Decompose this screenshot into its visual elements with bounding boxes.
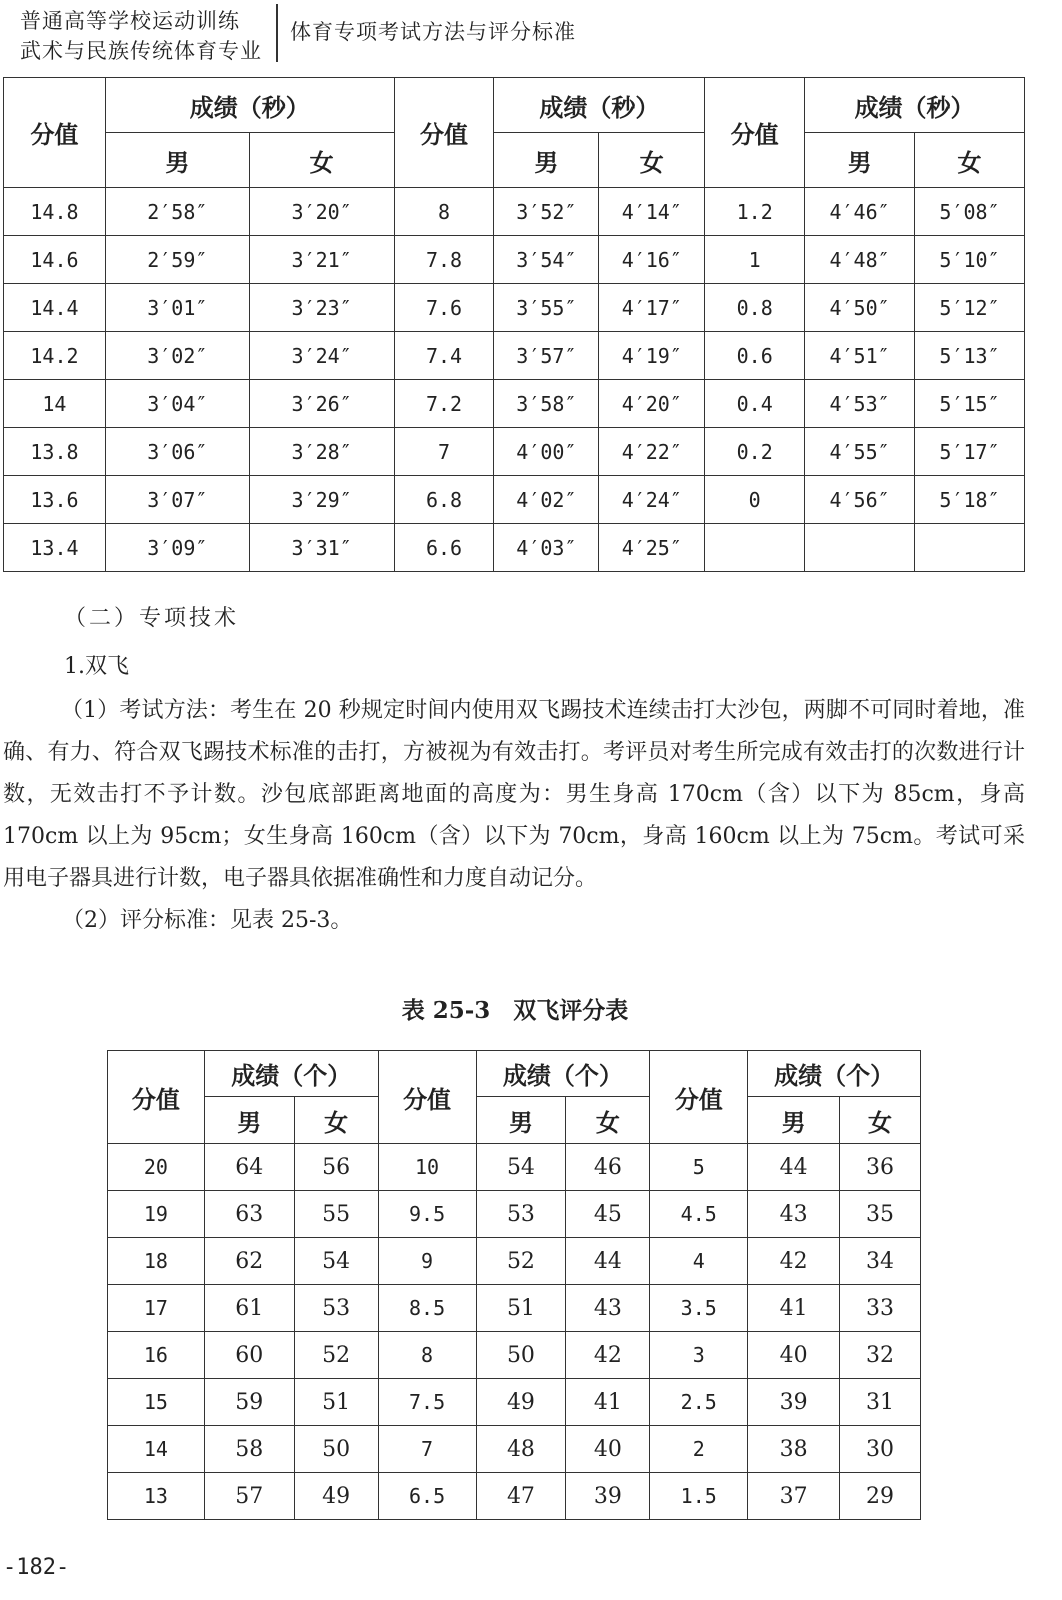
score-cell: 7 [394, 428, 494, 476]
score-cell: 15 [108, 1379, 205, 1426]
result-cell: 4′14″ [599, 188, 705, 236]
result-cell: 42 [748, 1238, 840, 1285]
score-cell: 6.5 [378, 1473, 476, 1520]
score-cell: 16 [108, 1332, 205, 1379]
result-cell: 32 [840, 1332, 921, 1379]
result-cell: 4′20″ [599, 380, 705, 428]
result-cell: 2′58″ [105, 188, 249, 236]
header-group: 成绩（秒） [494, 78, 705, 133]
result-cell: 3′26″ [249, 380, 394, 428]
result-cell: 4′16″ [599, 236, 705, 284]
page-number: -182- [3, 1555, 70, 1580]
result-cell: 3′01″ [105, 284, 249, 332]
result-cell: 5′13″ [915, 332, 1025, 380]
score-cell: 0.8 [705, 284, 805, 332]
header-group: 成绩（秒） [105, 78, 394, 133]
table-row [108, 1473, 921, 1520]
score-cell: 14 [4, 380, 106, 428]
result-cell: 3′07″ [105, 476, 249, 524]
result-cell: 54 [476, 1144, 566, 1191]
result-cell: 54 [294, 1238, 378, 1285]
result-cell: 3′20″ [249, 188, 394, 236]
result-cell: 3′57″ [494, 332, 599, 380]
result-cell: 59 [204, 1379, 294, 1426]
result-cell: 43 [748, 1191, 840, 1238]
score-cell: 7 [378, 1426, 476, 1473]
header-left [20, 6, 272, 66]
score-table-count [107, 1050, 921, 1520]
result-cell: 3′02″ [105, 332, 249, 380]
result-cell: 46 [566, 1144, 650, 1191]
score-cell: 4 [650, 1238, 748, 1285]
score-cell: 9.5 [378, 1191, 476, 1238]
table-row [4, 284, 1025, 332]
result-cell: 61 [204, 1285, 294, 1332]
header-female: 女 [915, 133, 1025, 188]
score-cell: 6.6 [394, 524, 494, 572]
score-cell: 14.4 [4, 284, 106, 332]
score-cell: 1.5 [650, 1473, 748, 1520]
result-cell: 4′19″ [599, 332, 705, 380]
score-cell: 0.6 [705, 332, 805, 380]
header-male: 男 [204, 1097, 294, 1144]
score-cell: 3.5 [650, 1285, 748, 1332]
score-cell: 1 [705, 236, 805, 284]
header-group: 成绩（个） [748, 1051, 921, 1097]
score-cell: 14.2 [4, 332, 106, 380]
result-cell: 4′02″ [494, 476, 599, 524]
result-cell [915, 524, 1025, 572]
header-score: 分值 [705, 78, 805, 188]
result-cell [805, 524, 915, 572]
header-male: 男 [494, 133, 599, 188]
table-row [108, 1191, 921, 1238]
header-score: 分值 [650, 1051, 748, 1144]
result-cell: 4′24″ [599, 476, 705, 524]
score-cell: 19 [108, 1191, 205, 1238]
header-male: 男 [476, 1097, 566, 1144]
score-table-seconds [3, 77, 1025, 572]
header-group: 成绩（秒） [805, 78, 1025, 133]
header-score: 分值 [4, 78, 106, 188]
result-cell: 3′55″ [494, 284, 599, 332]
score-cell: 7.4 [394, 332, 494, 380]
result-cell: 3′06″ [105, 428, 249, 476]
header-female: 女 [249, 133, 394, 188]
table-row [108, 1426, 921, 1473]
header-score: 分值 [394, 78, 494, 188]
result-cell: 3′09″ [105, 524, 249, 572]
result-cell: 60 [204, 1332, 294, 1379]
result-cell: 4′00″ [494, 428, 599, 476]
result-cell: 4′55″ [805, 428, 915, 476]
result-cell: 44 [748, 1144, 840, 1191]
result-cell: 3′58″ [494, 380, 599, 428]
score-cell: 13.8 [4, 428, 106, 476]
result-cell: 4′25″ [599, 524, 705, 572]
result-cell: 50 [476, 1332, 566, 1379]
score-cell: 14.8 [4, 188, 106, 236]
score-cell: 1.2 [705, 188, 805, 236]
result-cell: 39 [566, 1473, 650, 1520]
result-cell: 35 [840, 1191, 921, 1238]
result-cell: 58 [204, 1426, 294, 1473]
result-cell: 53 [294, 1285, 378, 1332]
result-cell: 56 [294, 1144, 378, 1191]
header-group: 成绩（个） [204, 1051, 378, 1097]
header-left-line1: 普通高等学校运动训练 [20, 9, 240, 33]
result-cell: 3′28″ [249, 428, 394, 476]
item-heading: 1.双飞 [64, 654, 129, 679]
header-male: 男 [105, 133, 249, 188]
result-cell: 34 [840, 1238, 921, 1285]
result-cell: 49 [294, 1473, 378, 1520]
result-cell: 5′18″ [915, 476, 1025, 524]
score-cell: 8.5 [378, 1285, 476, 1332]
table-row [108, 1144, 921, 1191]
section-heading: （二）专项技术 [64, 606, 240, 631]
score-cell: 5 [650, 1144, 748, 1191]
header-group: 成绩（个） [476, 1051, 650, 1097]
result-cell: 31 [840, 1379, 921, 1426]
score-cell: 6.8 [394, 476, 494, 524]
result-cell: 3′04″ [105, 380, 249, 428]
table-row [4, 188, 1025, 236]
result-cell: 36 [840, 1144, 921, 1191]
header-female: 女 [566, 1097, 650, 1144]
result-cell: 2′59″ [105, 236, 249, 284]
result-cell: 49 [476, 1379, 566, 1426]
result-cell: 4′03″ [494, 524, 599, 572]
score-cell: 14.6 [4, 236, 106, 284]
score-cell: 7.5 [378, 1379, 476, 1426]
result-cell: 40 [566, 1426, 650, 1473]
result-cell: 47 [476, 1473, 566, 1520]
result-cell: 3′54″ [494, 236, 599, 284]
header-score: 分值 [378, 1051, 476, 1144]
result-cell: 3′24″ [249, 332, 394, 380]
result-cell: 3′31″ [249, 524, 394, 572]
header-left-line2: 武术与民族传统体育专业 [20, 39, 262, 63]
score-cell: 17 [108, 1285, 205, 1332]
table-caption: 表 25-3 双飞评分表 [401, 997, 629, 1024]
score-cell: 2.5 [650, 1379, 748, 1426]
result-cell: 4′51″ [805, 332, 915, 380]
table-row [4, 236, 1025, 284]
result-cell: 5′17″ [915, 428, 1025, 476]
score-cell: 8 [394, 188, 494, 236]
table-row [108, 1379, 921, 1426]
table-row [108, 1238, 921, 1285]
result-cell: 5′15″ [915, 380, 1025, 428]
score-cell: 7.2 [394, 380, 494, 428]
score-cell: 13.4 [4, 524, 106, 572]
result-cell: 4′50″ [805, 284, 915, 332]
result-cell: 4′46″ [805, 188, 915, 236]
result-cell: 4′22″ [599, 428, 705, 476]
table-row [4, 332, 1025, 380]
result-cell: 52 [294, 1332, 378, 1379]
result-cell: 3′23″ [249, 284, 394, 332]
header-male: 男 [805, 133, 915, 188]
score-cell: 13.6 [4, 476, 106, 524]
header-female: 女 [294, 1097, 378, 1144]
result-cell: 3′52″ [494, 188, 599, 236]
score-cell: 7.8 [394, 236, 494, 284]
score-cell: 10 [378, 1144, 476, 1191]
result-cell: 39 [748, 1379, 840, 1426]
result-cell: 63 [204, 1191, 294, 1238]
result-cell: 51 [476, 1285, 566, 1332]
result-cell: 44 [566, 1238, 650, 1285]
result-cell: 57 [204, 1473, 294, 1520]
result-cell: 29 [840, 1473, 921, 1520]
score-cell: 0.4 [705, 380, 805, 428]
result-cell: 50 [294, 1426, 378, 1473]
score-cell: 14 [108, 1426, 205, 1473]
score-cell: 2 [650, 1426, 748, 1473]
score-cell: 8 [378, 1332, 476, 1379]
result-cell: 48 [476, 1426, 566, 1473]
table-row [4, 524, 1025, 572]
result-cell: 53 [476, 1191, 566, 1238]
result-cell: 4′17″ [599, 284, 705, 332]
score-cell: 7.6 [394, 284, 494, 332]
score-cell: 20 [108, 1144, 205, 1191]
header-male: 男 [748, 1097, 840, 1144]
score-cell: 0 [705, 476, 805, 524]
header-divider [276, 4, 278, 62]
result-cell: 62 [204, 1238, 294, 1285]
header-female: 女 [599, 133, 705, 188]
score-cell: 0.2 [705, 428, 805, 476]
result-cell: 51 [294, 1379, 378, 1426]
result-cell: 41 [566, 1379, 650, 1426]
table-row [108, 1285, 921, 1332]
score-cell: 4.5 [650, 1191, 748, 1238]
result-cell: 40 [748, 1332, 840, 1379]
header-female: 女 [840, 1097, 921, 1144]
header-right: 体育专项考试方法与评分标准 [290, 20, 576, 44]
result-cell: 5′12″ [915, 284, 1025, 332]
result-cell: 33 [840, 1285, 921, 1332]
result-cell: 4′48″ [805, 236, 915, 284]
result-cell: 5′10″ [915, 236, 1025, 284]
result-cell: 64 [204, 1144, 294, 1191]
score-cell: 9 [378, 1238, 476, 1285]
result-cell: 43 [566, 1285, 650, 1332]
result-cell: 38 [748, 1426, 840, 1473]
table-row [4, 428, 1025, 476]
result-cell: 41 [748, 1285, 840, 1332]
result-cell: 3′21″ [249, 236, 394, 284]
table-row [108, 1332, 921, 1379]
result-cell: 30 [840, 1426, 921, 1473]
score-cell: 3 [650, 1332, 748, 1379]
result-cell: 3′29″ [249, 476, 394, 524]
result-cell: 4′53″ [805, 380, 915, 428]
score-cell [705, 524, 805, 572]
score-cell: 18 [108, 1238, 205, 1285]
score-cell: 13 [108, 1473, 205, 1520]
standard-paragraph: （2）评分标准：见表 25-3。 [62, 908, 353, 933]
result-cell: 37 [748, 1473, 840, 1520]
method-paragraph: （1）考试方法：考生在 20 秒规定时间内使用双飞踢技术连续击打大沙包，两脚不可同时着地，准确、有力、符合双飞踢技术标准的击打，方被视为有效击打。考评员对考生所完成有效击打的次数进行计数，无效击打不予计数。沙包底部距离地面的高度为：男生身高 170cm（含）以下为 85cm，身高 170cm 以上为 95cm；女生身高 160cm（含）以下为 70cm，身高 160cm 以上为 75cm。考试可采用电子器具进行计数，电子器具依据准确性和力度自动记分。 [3, 698, 1025, 891]
header-score: 分值 [108, 1051, 205, 1144]
table-row [4, 476, 1025, 524]
result-cell: 45 [566, 1191, 650, 1238]
result-cell: 4′56″ [805, 476, 915, 524]
table-row [4, 380, 1025, 428]
result-cell: 52 [476, 1238, 566, 1285]
result-cell: 55 [294, 1191, 378, 1238]
result-cell: 5′08″ [915, 188, 1025, 236]
result-cell: 42 [566, 1332, 650, 1379]
